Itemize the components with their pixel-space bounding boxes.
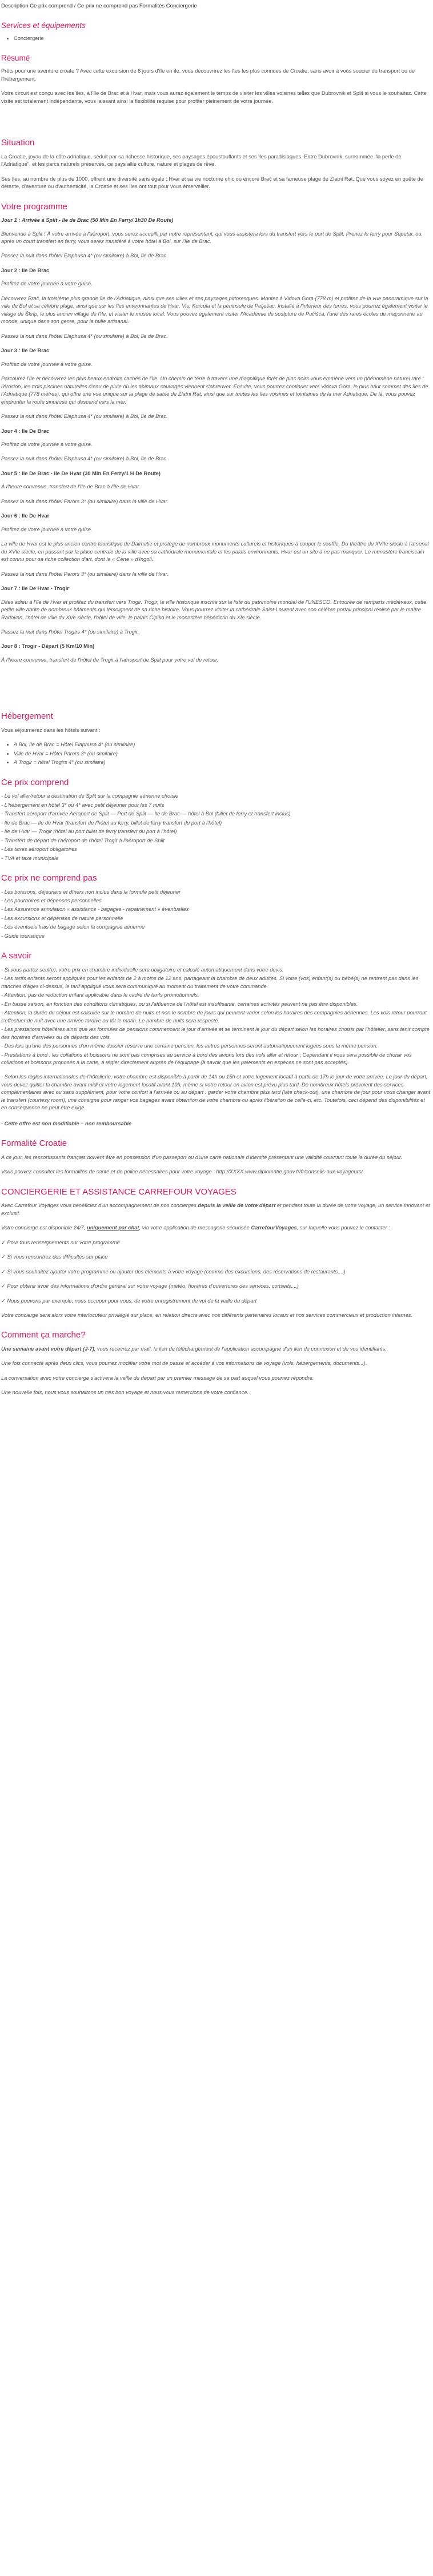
day-paragraph: Passez la nuit dans l'hôtel Elaphusa 4* (ou similaire) à Bol, île de Brac. bbox=[1, 456, 168, 462]
list-item: - Les Assurance annulation « assistance - bagages - rapatriement » éventuelles bbox=[1, 906, 189, 913]
conciergerie-section bbox=[1, 1187, 432, 1320]
prix-ne-comprend-list bbox=[1, 889, 432, 941]
list-item: - Les taxes aéroport obligatoires bbox=[1, 846, 77, 853]
comment-title: Comment ça marche? bbox=[1, 1330, 86, 1340]
day-paragraph: Profitez de votre journée à votre guise. bbox=[1, 526, 93, 532]
a-savoir-title: A savoir bbox=[1, 951, 32, 961]
list-item: - Les éventuels frais de bagage selon la compagnie aérienne bbox=[1, 924, 145, 930]
list-item: - Ile de Hvar — Trogir (hôtel au port billet de ferry transfert du port à l'hôtel) bbox=[1, 829, 177, 835]
resume-section bbox=[1, 53, 432, 105]
list-item: - Les tarifs enfants seront appliqués pour les enfants de 2 à moins de 12 ans, partageant la chambre de deux adultes. Si votre (vos) enfant(s) ou bébé(s) ne rentrent pas dans les tranches d'âges ci-dessus, le tarif appliqué vous sera communiqué au moment du traitement de votre commande. bbox=[1, 976, 419, 989]
text-run: et pendant toute la durée de votre voyage, un service innovant et exclusif. bbox=[1, 1203, 430, 1216]
list-item: - L'hébergement en hôtel 3* ou 4* avec petit déjeuner pour les 7 nuits bbox=[1, 802, 165, 808]
programme-section bbox=[1, 201, 432, 664]
check-item: ✓ Si vous rencontrez des difficultés sur place bbox=[1, 1254, 108, 1260]
hebergement-list bbox=[1, 741, 432, 766]
services-title: Services et équipements bbox=[1, 21, 86, 30]
check-item: ✓ Si vous souhaitez ajouter votre programme ou ajouter des éléments à votre voyage (comme des excursions, des réservations de restaurants,...) bbox=[1, 1268, 346, 1275]
list-item: - Les excursions et dépenses de nature personnelle bbox=[1, 915, 123, 921]
day-paragraph: Bienvenue à Split ! À votre arrivée à l'aéroport, vous serez accueilli par notre représentant, qui vous assistera lors du transfert vers le port de Split. Prenez le ferry pour Supetar, ou, après un court transfert en ferry, vous serez transféré à votre hôtel à Bol, sur l'île de Brac. bbox=[1, 230, 423, 245]
text-run-underline: uniquement par chat bbox=[87, 1225, 139, 1231]
day-paragraph: Passez la nuit dans l'hôtel Elaphusa 4* (ou similaire) à Bol, île de Brac. bbox=[1, 413, 168, 420]
programme-title: Votre programme bbox=[1, 201, 67, 212]
list-item: - Attention, la durée du séjour est calculée sur le nombre de nuits et non le nombre de jours qui peuvent varier selon les horaires des compagnies aériennes. Les vols retour pourront s'effectuer de nuit avec une arrivée tardive ou tôt le matin. Le nombre de nuits sera respecté. bbox=[1, 1010, 427, 1024]
list-item: - Attention, pas de réduction enfant applicable dans le cadre de tarifs promotionnels. bbox=[1, 992, 199, 998]
day-paragraph: La ville de Hvar est le plus ancien centre touristique de Dalmatie et protège de nombreux monuments culturels et historiques à couper le souffle. Du théâtre du XVIIe siècle à l'arsenal du XVIe siècle, en passant par la place centrale de la ville avec sa cathédrale monumentale et les palais environnants. Hvar est un site à ne pas manquer. Le monastère franciscain est connu pour sa riche collection d'art, dont la « Cène » d'Ingoli. bbox=[1, 541, 429, 563]
formalite-paragraph: A ce jour, les ressortissants français doivent être en possession d'un passeport ou d'une carte nationale d'identité présentant une validité couvrant toute la durée du séjour. bbox=[1, 1154, 403, 1160]
day-title: Jour 7 : Ile De Hvar - Trogir bbox=[1, 586, 69, 592]
list-item: - Prestations à bord : les collations et boissons ne sont pas comprises au service à bord des avions lors des vols aller et retour ; Cependant il vous sera possible de choisir vos collations et boissons proposés à la carte, à régler directement auprès de l'équipage (à savoir que les paiements en espèces ne sont pas acceptés). bbox=[1, 1052, 412, 1066]
hotel-item: • A Trogir = hôtel Trogirs 4* (ou similaire) bbox=[14, 759, 432, 766]
list-item: - Guide touristique bbox=[1, 933, 45, 939]
list-item: - Si vous partez seul(e), votre prix en chambre individuelle sera obligatoire et calculé automatiquement dans votre devis. bbox=[1, 966, 284, 973]
a-savoir-section bbox=[1, 950, 432, 1128]
list-item: - Le vol aller/retour à destination de Split sur la compagnie aérienne choisie bbox=[1, 793, 179, 799]
text-run-bold: Une semaine avant votre départ (J-7) bbox=[1, 1345, 94, 1352]
list-item: - TVA et taxe municipale bbox=[1, 855, 59, 861]
conciergerie-paragraph bbox=[1, 1202, 432, 1217]
day-paragraph: Passez la nuit dans l'hôtel Parors 3* (ou similaire) dans la ville de Hvar. bbox=[1, 571, 169, 577]
list-item: - Des lors qu'une des personnes d'un même dossier réserve une certaine pension, les autres personnes seront automatiquement logées sous la même pension. bbox=[1, 1043, 378, 1049]
prix-ne-comprend-section bbox=[1, 873, 432, 940]
hebergement-intro: Vous séjournerez dans les hôtels suivant : bbox=[1, 727, 101, 733]
resume-title: Résumé bbox=[1, 53, 30, 62]
day-paragraph: Découvrez Brač, la troisième plus grande île de l'Adriatique, ainsi que ses villes et ses paysages pittoresques. Montez à Vidova Gora (778 m) et profitez de la vue panoramique sur la ville de Bol et sa célèbre plage, ainsi que sur les îles environnantes de Hvar, Vis, Korcula et la péninsule de Pelješac. Installé à l'intérieur des terres, vous pourrez également visiter le village de Škrip, le plus ancien village de l'île, et visiter le musée local. Vous pouvez également visiter l'Académie de sculpture de Pučišća, l'une des rares écoles de maçonnerie au monde, unique dans son genre, pour la taille artisanal. bbox=[1, 295, 428, 325]
prix-comprend-section bbox=[1, 777, 432, 862]
day-block bbox=[1, 470, 432, 505]
day-paragraph: Profitez de votre journée à votre guise. bbox=[1, 361, 93, 367]
check-item: ✓ Pour obtenir avoir des informations d'ordre général sur votre voyage (météo, horaires d'ouvertures des services, conseils,...) bbox=[1, 1283, 299, 1289]
prix-comprend-list bbox=[1, 793, 432, 862]
situation-title: Situation bbox=[1, 138, 35, 148]
situation-paragraph: Ses îles, au nombre de plus de 1000, offrent une diversité sans égale : Hvar et sa vie nocturne chic ou encore Brač et sa fameuse plage de Zlatni Rat. Que vous soyez en quête de détente, d'aventure ou d'authenticité, la Croatie et ses îles ont tout pour vous émerveiller. bbox=[1, 176, 423, 190]
comment-paragraph bbox=[1, 1345, 432, 1353]
day-title: Jour 3 : Ile De Brac bbox=[1, 348, 50, 354]
comment-paragraph: Une fois connecté après deux clics, vous pourrez modifier votre mot de passe et accéder à vos informations de voyage (vols, hébergements, documents...). bbox=[1, 1360, 367, 1367]
list-item: - En basse saison, en fonction des conditions climatiques, ou si l'affluence de l'hôtel est insuffisante, certaines activités peuvent ne pas être disponibles. bbox=[1, 1001, 358, 1007]
day-paragraph: Passez la nuit dans l'hôtel Elaphusa 4* (ou similaire) à Bol, île de Brac. bbox=[1, 333, 168, 339]
day-paragraph: Profitez de votre journée à votre guise. bbox=[1, 281, 93, 287]
comment-paragraph: La conversation avec votre concierge s'activera la veille du départ par un premier message de sa part auquel vous pourrez répondre. bbox=[1, 1375, 314, 1381]
text-run: , via votre application de messagerie sécurisée bbox=[139, 1225, 251, 1231]
day-paragraph: Parcourez l'île et découvrez les plus beaux endroits cachés de l'île. Un chemin de terre à travers une magnifique forêt de pins noirs vous emmène vers un phénomène naturel rare : l'érosion, les trois piscines naturelles d'eau de pluie où les animaux sauvages viennent s'abreuver. Ensuite, vous pourrez continuer vers Vidova Gora, le plus haut sommet des îles de l'Adriatique (778 mètres), qui offre une vue unique sur la plage de sable de Zlatni Rat, ainsi que sur toutes les îles voisines et lointaines de la mer Adriatique. De là, vous pouvez emprunter la route sinueuse qui descend vers la mer. bbox=[1, 376, 428, 405]
services-item: • Conciergerie bbox=[14, 35, 432, 42]
prix-comprend-title: Ce prix comprend bbox=[1, 777, 69, 787]
list-item: - Les prestations hôtelières ainsi que les formules de pensions commencent le jour d'arrivée et se terminent le jour du départ selon les horaires choisis par l'hôtelier, sans tenir compte des horaires d'arrivées ou de départs des vols. bbox=[1, 1026, 430, 1040]
day-block bbox=[1, 428, 432, 463]
text-run-bold: depuis la veille de votre départ bbox=[198, 1203, 276, 1209]
text-run: Avec Carrefour Voyages vous bénéficiez d'un accompagnement de nos concierges bbox=[1, 1203, 198, 1209]
services-section bbox=[1, 21, 432, 43]
day-block bbox=[1, 512, 432, 578]
list-item: - Les pourboires et dépenses personnelles bbox=[1, 898, 102, 904]
list-item: - Transfert aéroport d'arrivée Aéroport de Split — Port de Split — Ile de Brac — hôtel à Bol (billet de ferry et transfert inclus) bbox=[1, 811, 291, 817]
hotel-item: • A Bol, île de Brac = Hôtel Elaphusa 4* (ou similaire) bbox=[14, 741, 432, 748]
day-paragraph: Passez la nuit dans l'hôtel Parors 3* (ou similaire) dans la ville de Hvar. bbox=[1, 498, 169, 504]
resume-paragraph: Votre circuit est conçu avec les îles, à l'île de Brac et à Hvar, mais vous aurez également le temps de visiter les villes voisines telles que Dubrovnik et Split si vous le souhaitez. Cette visite est totalement indépendante, vous laissant ainsi la flexibilité requise pour profiter pleinement de votre journée. bbox=[1, 90, 427, 104]
day-paragraph: À l'heure convenue, transfert de l'île de Brac à l'île de Hvar. bbox=[1, 484, 141, 490]
conciergerie-paragraph: Votre concierge sera alors votre interlocuteur privilégié sur place, en relation directe avec nos différents partenaires locaux et nos services commerciaux et production internes. bbox=[1, 1312, 413, 1318]
day-paragraph: Profitez de votre journée à votre guise. bbox=[1, 441, 93, 447]
text-run: , vous recevrez par mail, le lien de téléchargement de l'application accompagné d'un lien de connexion et de vos identifiants. bbox=[94, 1345, 387, 1352]
day-paragraph: Dites adieu à l'île de Hvar et profitez du transfert vers Trogir. Trogir, la ville historique inscrite sur la liste du patrimoine mondial de l'UNESCO. Entourée de remparts médiévaux, cette petite ville abrite de nombreux bâtiments qui témoignent de sa riche histoire. Vous pourrez visiter la cathédrale Saint-Laurent avec son célèbre portail principal réalisé par le maître Radovan, l'hôtel de ville du XVe siècle, l'hôtel de ville, le palais Ćipiko et le monastère bénédictin du XIe siècle. bbox=[1, 599, 427, 620]
day-block bbox=[1, 347, 432, 420]
hebergement-section bbox=[1, 711, 432, 766]
day-title: Jour 5 : Ile De Brac - Ile De Hvar (30 Min En Ferry/1 H De Route) bbox=[1, 470, 161, 476]
resume-paragraph: Prêts pour une aventure croate ? Avec cette excursion de 8 jours d'île en île, vous découvrirez les îles les plus connues de Croatie, sans avoir à vous soucier du transport ou de l'hébergement. bbox=[1, 68, 415, 82]
check-item: ✓ Nous pouvons par exemple, nous occuper pour vous, de votre enregistrement de vol de la veille du départ bbox=[1, 1297, 257, 1304]
day-block bbox=[1, 267, 432, 340]
day-title: Jour 1 : Arrivée à Split - Ile de Brac (50 Min En Ferry/ 1h30 De Route) bbox=[1, 217, 174, 224]
day-block bbox=[1, 217, 432, 260]
text-run: Votre concierge est disponible 24/7, bbox=[1, 1225, 87, 1231]
day-paragraph: À l'heure convenue, transfert de l'hôtel de Trogir à l'aéroport de Split pour votre vol de retour. bbox=[1, 656, 219, 663]
list-item: - Ile de Brac — Ile de Hvar (transfert de l'hôtel au ferry, billet de ferry transfert du port à l'hôtel) bbox=[1, 819, 222, 826]
day-title: Jour 4 : Ile De Brac bbox=[1, 428, 50, 434]
day-title: Jour 2 : Ile De Brac bbox=[1, 267, 50, 273]
tab-strip-text: Description Ce prix comprend / Ce prix ne comprend pas Formalités Conciergerie bbox=[1, 3, 197, 9]
services-list bbox=[1, 35, 432, 42]
day-paragraph: Passez la nuit dans l'hôtel Trogirs 4* (ou similaire) à Trogir. bbox=[1, 629, 139, 635]
formalite-title: Formalité Croatie bbox=[1, 1138, 67, 1149]
day-block bbox=[1, 585, 432, 636]
comment-section bbox=[1, 1329, 432, 1396]
conciergerie-title: CONCIERGERIE ET ASSISTANCE CARREFOUR VOYAGES bbox=[1, 1187, 236, 1197]
conciergerie-paragraph bbox=[1, 1224, 432, 1232]
situation-section bbox=[1, 137, 432, 190]
text-run: , sur laquelle vous pouvez le contacter : bbox=[296, 1225, 390, 1231]
comment-paragraph: Une nouvelle fois, nous vous souhaitons un très bon voyage et nous vous remercions de votre confiance. bbox=[1, 1389, 249, 1396]
day-title: Jour 8 : Trogir - Départ (5 Km/10 Min) bbox=[1, 643, 95, 650]
day-paragraph: Passez la nuit dans l'hôtel Elaphusa 4* (ou similaire) à Bol, île de Brac. bbox=[1, 253, 168, 259]
list-item: - Selon les règles internationales de l'hôtellerie, votre chambre est disponible à partir de 14h ou 15h et votre logement locatif à partir de 17h le jour de votre arrivée. Le jour du départ, vous devez quitter la chambre avant midi et votre logement locatif avant 10h, même si votre retour en avion est prévu plus tard. De nombreux hôtels prévoient des services complémentaires avec ou sans supplément, pour votre confort à l'arrivée ou au départ : garder votre chambre plus tard (late check-out), une chambre de jour pour vous changer avant le transfert (courtesy room), une consigne pour ranger vos bagages avant obtention de votre chambre ou après libération de celle-ci, etc. Toutefois, ceci dépend des disponibilités et en conséquence ne peut être exigé. bbox=[1, 1074, 431, 1111]
hebergement-title: Hébergement bbox=[1, 711, 53, 722]
day-title: Jour 6 : Ile De Hvar bbox=[1, 513, 50, 519]
formalite-paragraph: Vous pouvez consulter les formalités de santé et de police nécessaires pour votre voyage : http://XXXX.www.diplomatie.gouv.fr/fr/conseils-aux-voyageurs/ bbox=[1, 1169, 363, 1175]
day-block bbox=[1, 643, 432, 664]
prix-ne-comprend-title: Ce prix ne comprend pas bbox=[1, 873, 97, 883]
text-run-bold: CarrefourVoyages bbox=[251, 1225, 297, 1231]
situation-paragraph: La Croatie, joyau de la côte adriatique, séduit par sa richesse historique, ses paysages époustouflants et ses îles paradisiaques. Entre Dubrovnik, surnommée "la perle de l'Adriatique", et les parcs naturels préservés, ce pays allie culture, nature et plages de rêve. bbox=[1, 153, 402, 168]
check-item: ✓ Pour tous renseignements sur votre programme bbox=[1, 1239, 120, 1245]
list-item: - Transfert de départ de l'aéroport de l'hôtel Trogir à l'aéroport de Split bbox=[1, 837, 165, 843]
a-savoir-list bbox=[1, 966, 432, 1112]
formalite-section bbox=[1, 1138, 432, 1176]
list-item: - Les boissons, déjeuners et dîners non inclus dans la formule petit déjeuner bbox=[1, 889, 181, 895]
hotel-item: • Ville de Hvar = Hôtel Parors 3* (ou similaire) bbox=[14, 750, 432, 758]
non-refundable-note: - Cette offre est non modifiable – non remboursable bbox=[1, 1120, 132, 1126]
